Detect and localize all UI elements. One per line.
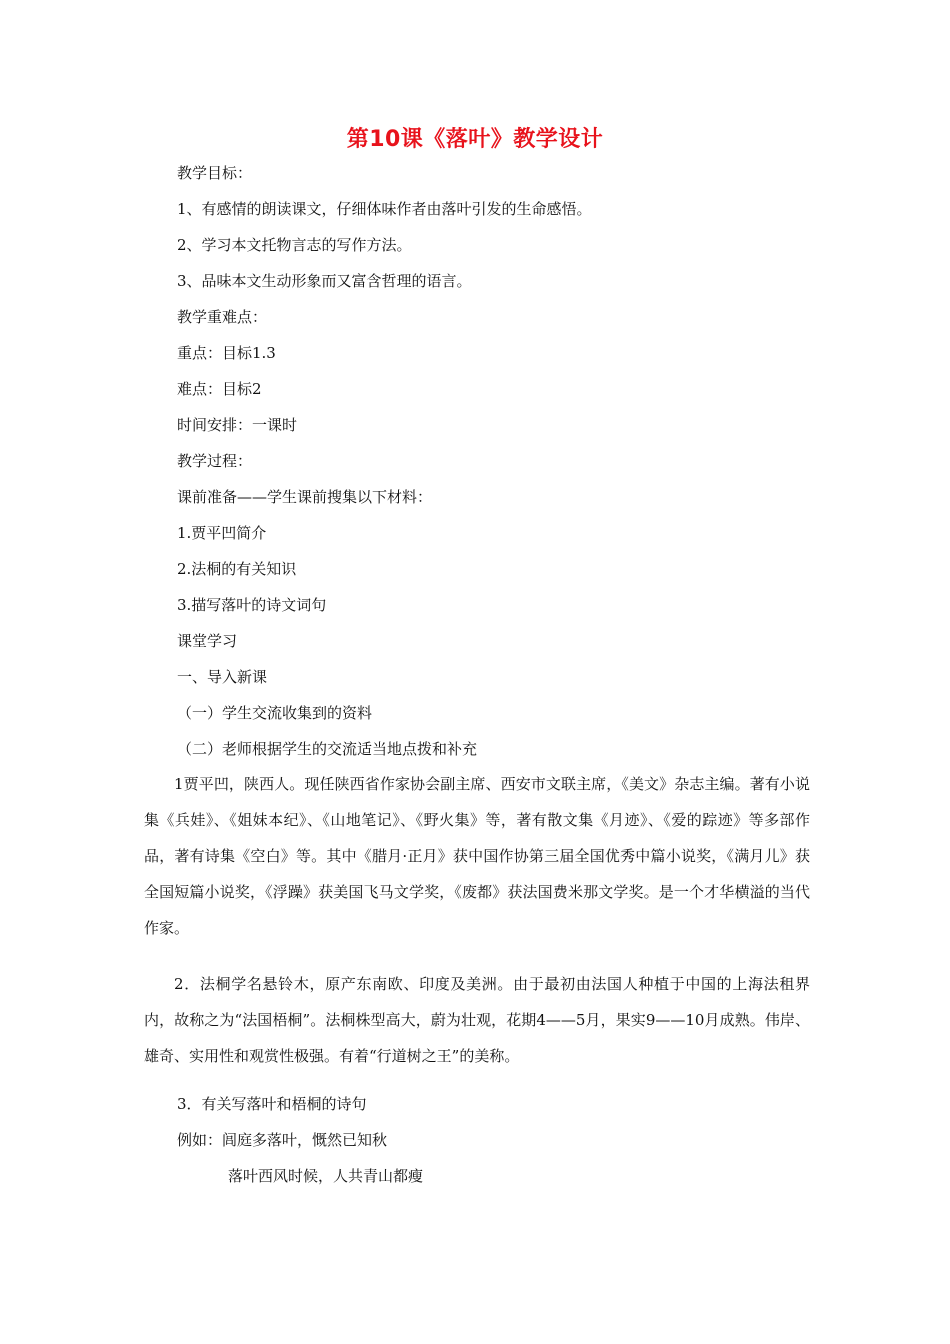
text-line: 一、导入新课 (177, 668, 268, 686)
text-line: 2、学习本文托物言志的写作方法。 (177, 236, 412, 254)
paragraph-jia-pingwa: 1贾平凹，陕西人。现任陕西省作家协会副主席、西安市文联主席，《美文》杂志主编。著有小说集《兵娃》、《姐妹本纪》、《山地笔记》、《野火集》等，著有散文集《月迹》、《爱的踪迹》等多部作品，著有诗集《空白》等。其中《腊月·正月》获中国作协第三届全国优秀中篇小说奖，《满月儿》获全国短篇小说奖，《浮躁》获美国飞马文学奖，《废都》获法国费米那文学奖。是一个才华横溢的当代作家。 (144, 775, 810, 937)
poem-line: 落叶西风时候，人共青山都瘦 (228, 1167, 424, 1185)
text-line: 难点：目标2 (177, 380, 262, 398)
poem-example: 例如：闾庭多落叶，慨然已知秋 (177, 1131, 388, 1149)
text-line: 重点：目标1.3 (177, 344, 276, 362)
text-line: 1、有感情的朗读课文，仔细体味作者由落叶引发的生命感悟。 (177, 200, 592, 218)
text-line: 3．有关写落叶和梧桐的诗句 (177, 1095, 367, 1113)
text-line: 时间安排：一课时 (177, 416, 298, 434)
text-line: （一）学生交流收集到的资料 (177, 704, 373, 722)
text-line: 2.法桐的有关知识 (177, 560, 297, 578)
text-line: 课前准备——学生课前搜集以下材料： (177, 488, 433, 506)
text-line: 3、品味本文生动形象而又富含哲理的语言。 (177, 272, 472, 290)
document-title: 第10课《落叶》教学设计 (346, 127, 604, 152)
text-line: 3.描写落叶的诗文词句 (177, 596, 327, 614)
text-line: 教学过程： (177, 452, 253, 470)
paragraph-plane-tree: 2．法桐学名悬铃木，原产东南欧、印度及美洲。由于最初由法国人种植于中国的上海法租界内，故称之为“法国梧桐”。法桐株型高大，蔚为壮观，花期4——5月，果实9——10月成熟。伟岸、雄奇、实用性和观赏性极强。有着“行道树之王”的美称。 (144, 975, 810, 1065)
text-line: 教学重难点： (177, 308, 268, 326)
text-line: 课堂学习 (177, 632, 238, 650)
text-line: （二）老师根据学生的交流适当地点拨和补充 (177, 740, 478, 758)
text-line: 1.贾平凹简介 (177, 524, 267, 542)
text-line: 教学目标： (177, 164, 253, 182)
